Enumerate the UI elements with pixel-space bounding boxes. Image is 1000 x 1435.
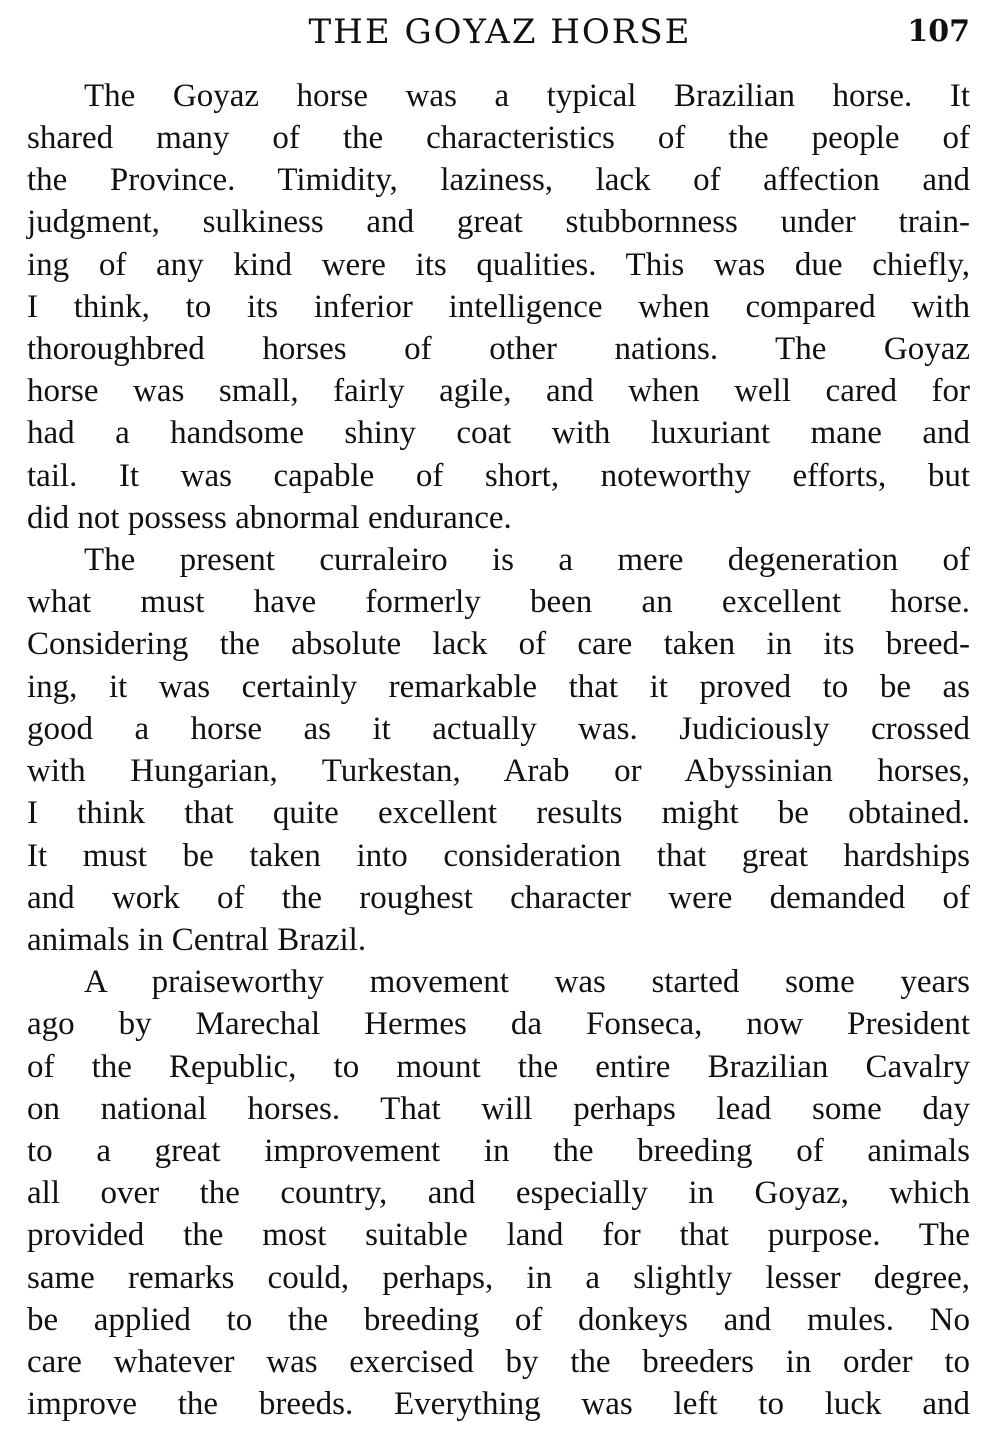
text-line: judgment, sulkiness and great stubbornness under train-: [27, 204, 970, 240]
text-line: A praiseworthy movement was started some years: [84, 964, 970, 1000]
text-line: Considering the absolute lack of care taken in its breed-: [27, 626, 970, 662]
text-line: ing, it was certainly remarkable that it proved to be as: [27, 669, 970, 705]
text-line: animals in Central Brazil.: [27, 922, 367, 958]
text-line: shared many of the characteristics of the people of: [27, 120, 970, 156]
text-line: be applied to the breeding of donkeys and mules. No: [27, 1302, 970, 1338]
text-line: I think, to its inferior intelligence when compared with: [27, 289, 970, 325]
page-header: [0, 8, 1000, 56]
text-line: the Province. Timidity, laziness, lack of affection and: [27, 162, 970, 198]
text-line: had a handsome shiny coat with luxuriant mane and: [27, 415, 970, 451]
text-line: The present curraleiro is a mere degeneration of: [84, 542, 970, 578]
text-line: tail. It was capable of short, noteworthy efforts, but: [27, 458, 970, 494]
text-line: on national horses. That will perhaps lead some day: [27, 1091, 970, 1127]
text-line: horse was small, fairly agile, and when well cared for: [27, 373, 970, 409]
text-line: I think that quite excellent results might be obtained.: [27, 795, 970, 831]
text-line: provided the most suitable land for that purpose. The: [27, 1217, 970, 1253]
page-number: 107: [907, 14, 970, 49]
text-line: thoroughbred horses of other nations. The Goyaz: [27, 331, 970, 367]
text-line: care whatever was exercised by the breeders in order to: [27, 1344, 970, 1380]
text-line: did not possess abnormal endurance.: [27, 500, 512, 536]
text-line: improve the breeds. Everything was left to luck and: [27, 1386, 970, 1422]
text-line: of the Republic, to mount the entire Brazilian Cavalry: [27, 1049, 970, 1085]
running-title: THE GOYAZ HORSE: [308, 12, 692, 52]
text-line: The Goyaz horse was a typical Brazilian horse. It: [84, 78, 970, 114]
text-line: with Hungarian, Turkestan, Arab or Abyssinian horses,: [27, 753, 970, 789]
text-line: It must be taken into consideration that great hardships: [27, 838, 970, 874]
text-line: to a great improvement in the breeding of animals: [27, 1133, 970, 1169]
text-line: same remarks could, perhaps, in a slightly lesser degree,: [27, 1260, 970, 1296]
text-line: good a horse as it actually was. Judiciously crossed: [27, 711, 970, 747]
text-line: and work of the roughest character were demanded of: [27, 880, 970, 916]
text-line: all over the country, and especially in Goyaz, which: [27, 1175, 970, 1211]
text-line: ing of any kind were its qualities. This was due chiefly,: [27, 247, 970, 283]
text-line: ago by Marechal Hermes da Fonseca, now President: [27, 1006, 970, 1042]
text-line: what must have formerly been an excellent horse.: [27, 584, 970, 620]
